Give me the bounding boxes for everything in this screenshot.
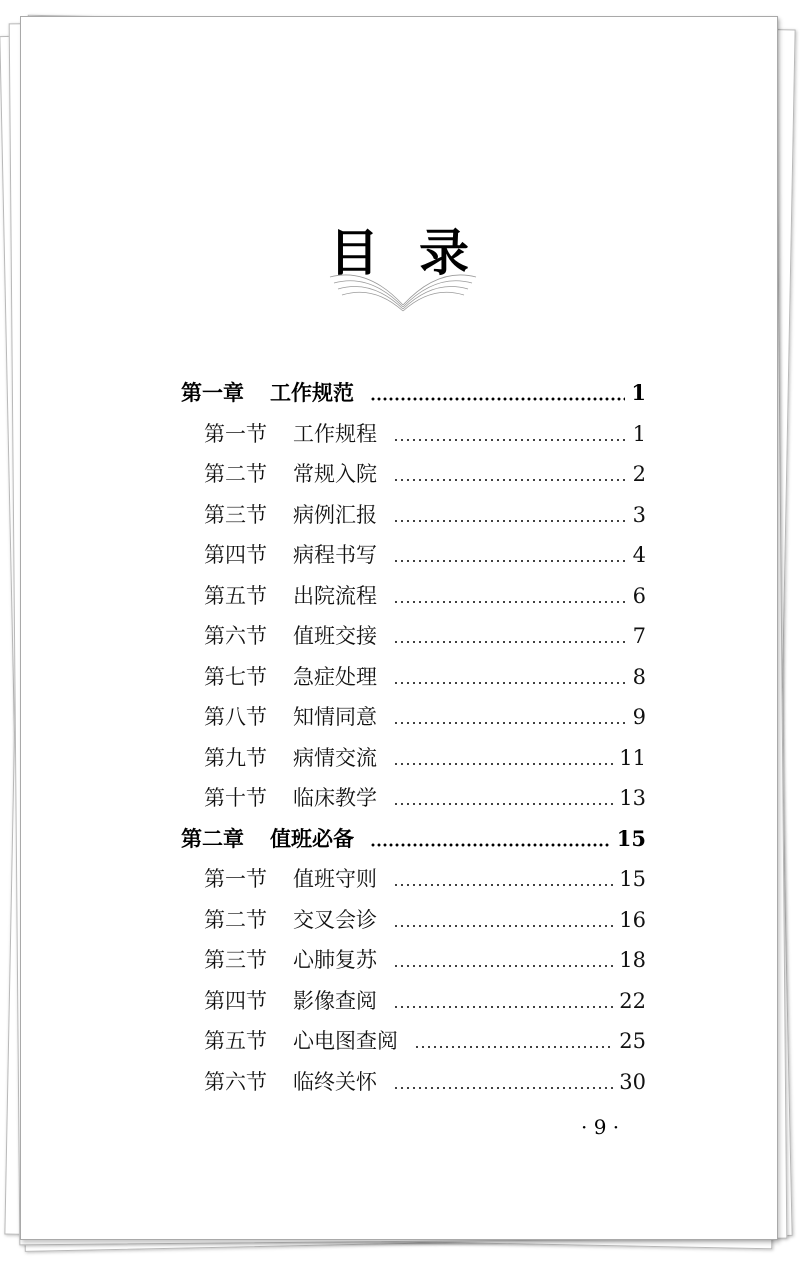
toc-entry-title: 出院流程 [293, 583, 377, 608]
toc-entry-title: 值班交接 [293, 624, 377, 648]
dot-leader [393, 802, 613, 806]
toc-entry-page: 16 [619, 907, 646, 932]
toc-entry-page: 2 [632, 462, 646, 486]
toc-entry-page: 8 [632, 664, 646, 689]
toc-entry-page: 13 [619, 786, 646, 810]
toc-page [20, 16, 778, 1240]
toc-entry-label: 第一章 [181, 380, 244, 405]
toc-entry-title: 值班守则 [293, 867, 377, 891]
toc-entry-page: 25 [619, 1029, 646, 1053]
toc-section-row[interactable] [181, 418, 646, 459]
toc-entry-label: 第六节 [204, 1069, 267, 1094]
toc-entry-page: 3 [632, 502, 646, 527]
toc-section-row[interactable] [181, 904, 646, 945]
toc-entry-title: 急症处理 [293, 664, 377, 689]
toc-entry-page: 18 [619, 948, 646, 972]
toc-entry-page: 9 [632, 705, 646, 729]
toc-entry-title: 病情交流 [293, 745, 377, 770]
toc-entry-page: 4 [632, 543, 646, 567]
toc-entry-title: 值班必备 [270, 825, 354, 851]
toc-section-row[interactable] [181, 742, 646, 783]
toc-entry-label: 第八节 [204, 705, 267, 729]
toc-entry-label: 第二节 [204, 907, 267, 932]
dot-leader [393, 600, 627, 604]
toc-entry-label: 第一节 [204, 421, 267, 446]
toc-section-row[interactable] [181, 863, 646, 904]
toc-entry-label: 第二章 [181, 825, 244, 851]
toc-section-row[interactable] [181, 1066, 646, 1107]
dot-leader [414, 1045, 613, 1049]
toc-entry-label: 第三节 [204, 948, 267, 972]
dot-leader [370, 397, 625, 401]
toc-entry-title: 病程书写 [293, 543, 377, 567]
toc-entry-page: 1 [631, 380, 646, 405]
toc-entry-title: 交叉会诊 [293, 907, 377, 932]
dot-leader [393, 519, 627, 523]
toc-section-row[interactable] [181, 620, 646, 661]
dot-leader [393, 640, 627, 644]
toc-entry-page: 15 [619, 867, 646, 891]
page-number: · 9 · [581, 1115, 620, 1139]
toc-section-row[interactable] [181, 458, 646, 499]
toc-entry-label: 第九节 [204, 745, 267, 770]
toc-entry-title: 临床教学 [293, 786, 377, 810]
toc-entry-label: 第四节 [204, 988, 267, 1013]
dot-leader [393, 721, 627, 725]
toc-section-row[interactable] [181, 1025, 646, 1066]
toc-entry-page: 7 [632, 624, 646, 648]
toc-section-row[interactable] [181, 539, 646, 580]
toc-entry-page: 6 [632, 583, 646, 608]
toc-entry-label: 第六节 [204, 624, 267, 648]
toc-entry-label: 第四节 [204, 543, 267, 567]
toc-entry-label: 第二节 [204, 462, 267, 486]
toc-entry-title: 病例汇报 [293, 502, 377, 527]
toc-entry-title: 知情同意 [293, 705, 377, 729]
toc-entry-page: 15 [616, 825, 646, 851]
toc-entry-label: 第五节 [204, 583, 267, 608]
toc-entry-label: 第十节 [204, 786, 267, 810]
table-of-contents [181, 377, 646, 1106]
toc-section-row[interactable] [181, 782, 646, 823]
toc-entry-page: 22 [619, 988, 646, 1013]
open-book-icon [328, 269, 478, 313]
toc-section-row[interactable] [181, 499, 646, 540]
toc-entry-page: 30 [619, 1069, 646, 1094]
toc-section-row[interactable] [181, 944, 646, 985]
dot-leader [393, 924, 613, 928]
toc-entry-title: 影像查阅 [293, 988, 377, 1013]
dot-leader [370, 843, 611, 847]
toc-entry-title: 常规入院 [293, 462, 377, 486]
dot-leader [393, 883, 613, 887]
dot-leader [393, 1005, 613, 1009]
toc-chapter-row[interactable] [181, 823, 646, 864]
toc-entry-page: 1 [632, 421, 646, 446]
toc-entry-label: 第五节 [204, 1029, 267, 1053]
dot-leader [393, 1086, 613, 1090]
toc-entry-label: 第三节 [204, 502, 267, 527]
toc-entry-label: 第一节 [204, 867, 267, 891]
toc-section-row[interactable] [181, 701, 646, 742]
page-title: 目录 [329, 224, 509, 282]
toc-entry-title: 心肺复苏 [293, 948, 377, 972]
dot-leader [393, 559, 627, 563]
toc-entry-label: 第七节 [204, 664, 267, 689]
dot-leader [393, 438, 627, 442]
toc-section-row[interactable] [181, 985, 646, 1026]
toc-entry-title: 工作规程 [293, 421, 377, 446]
toc-entry-page: 11 [619, 745, 646, 770]
toc-section-row[interactable] [181, 580, 646, 621]
dot-leader [393, 762, 613, 766]
dot-leader [393, 681, 627, 685]
dot-leader [393, 478, 627, 482]
toc-section-row[interactable] [181, 661, 646, 702]
toc-chapter-row[interactable] [181, 377, 646, 418]
toc-entry-title: 工作规范 [270, 380, 354, 405]
toc-entry-title: 心电图查阅 [293, 1029, 398, 1053]
toc-entry-title: 临终关怀 [293, 1069, 377, 1094]
dot-leader [393, 964, 613, 968]
